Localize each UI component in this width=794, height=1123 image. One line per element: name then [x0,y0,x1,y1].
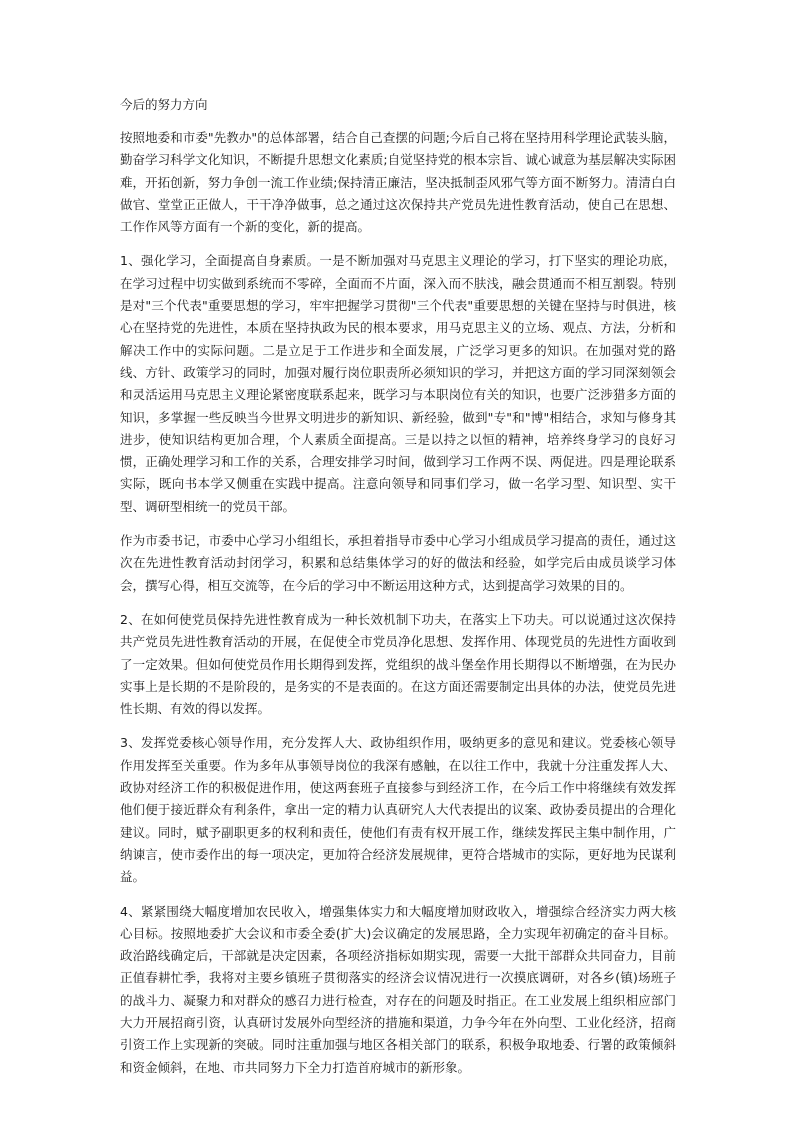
document-page [120,95,676,1091]
paragraph-intro: 按照地委和市委"先教办"的总体部署，结合自己查摆的问题;今后自己将在坚持用科学理论武装头脑，勤奋学习科学文化知识，不断提升思想文化素质;自觉坚持党的根本宗旨、诚心诚意为基层解决实际困难，开拓创新，努力争创一流工作业绩;保持清正廉洁，坚决抵制歪风邪气等方面不断努力。清清白白做官、堂堂正正做人，干干净净做事，总之通过这次保持共产党员先进性教育活动，使自己在思想、工作作风等方面有一个新的变化，新的提高。 [120,130,676,235]
paragraph-4-economy: 4、紧紧围绕大幅度增加农民收入，增强集体实力和大幅度增加财政收入，增强综合经济实力两大核心目标。按照地委扩大会议和市委全委(扩大)会议确定的发展思路，全力实现年初确定的奋斗目标。政治路线确定后，干部就是决定因素，各项经济指标如期实现，需要一大批干部群众共同奋力，目前正值春耕忙季，我将对主要乡镇班子贯彻落实的经济会议情况进行一次摸底调研，对各乡(镇)场班子的战斗力、凝聚力和对群众的感召力进行检查，对存在的问题及时指正。在工业发展上组织相应部门大力开展招商引资，认真研讨发展外向型经济的措施和渠道，力争今年在外向型、工业化经济，招商引资工作上实现新的突破。同时注重加强与地区各相关部门的联系，积极争取地委、行署的政策倾斜和资金倾斜，在地、市共同努力下全力打造首府城市的新形象。 [120,903,676,1075]
document-title: 今后的努力方向 [120,97,208,112]
paragraph-secretary-role: 作为市委书记，市委中心学习小组组长，承担着指导市委中心学习小组成员学习提高的责任，通过这次在先进性教育活动封闭学习，积累和总结集体学习的好的做法和经验，如学完后由成员谈学习体会，撰写心得，相互交流等，在今后的学习中不断运用这种方式，达到提高学习效果的目的。 [120,533,676,593]
paragraph-2-mechanism: 2、在如何使党员保持先进性教育成为一种长效机制下功夫，在落实上下功夫。可以说通过这次保持共产党员先进性教育活动的开展，在促使全市党员净化思想、发挥作用、体现党员的先进性方面收到了一定效果。但如何使党员作用长期得到发挥，党组织的战斗堡垒作用长期得以不断增强，在为民办实事上是长期的不是阶段的，是务实的不是表面的。在这方面还需要制定出具体的办法，使党员先进性长期、有效的得以发挥。 [120,611,676,717]
paragraph-1-study: 1、强化学习，全面提高自身素质。一是不断加强对马克思主义理论的学习，打下坚实的理论功底，在学习过程中切实做到系统而不零碎，全面而不片面，深入而不肤浅，融会贯通而不相互割裂。特别是对"三个代表"重要思想的学习，牢牢把握学习贯彻"三个代表"重要思想的关键在坚持与时俱进，核心在坚持党的先进性，本质在坚持执政为民的根本要求，用马克思主义的立场、观点、方法，分析和解决工作中的实际问题。二是立足于工作进步和全面发展，广泛学习更多的知识。在加强对党的路线、方针、政策学习的同时，加强对履行岗位职责所必须知识的学习，并把这方面的学习同深刻领会和灵活运用马克思主义理论紧密度联系起来，既学习与本职岗位有关的知识，也要广泛涉猎多方面的知识，多掌握一些反映当今世界文明进步的新知识、新经验，做到"专"和"博"相结合，求知与修身其进步，使知识结构更加合理，个人素质全面提高。三是以持之以恒的精神，培养终身学习的良好习惯，正确处理学习和工作的关系，合理安排学习时间，做到学习工作两不误、两促进。四是理论联系实际，既向书本学又侧重在实践中提高。注意向领导和同事们学习，做一名学习型、知识型、实干型、调研型相统一的党员干部。 [120,253,676,514]
paragraph-3-leadership: 3、发挥党委核心领导作用，充分发挥人大、政协组织作用，吸纳更多的意见和建议。党委核心领导作用发挥至关重要。作为多年从事领导岗位的我深有感触，在以往工作中，我就十分注重发挥人大、政协对经济工作的积极促进作用，使这两套班子直接参与到经济工作，在今后工作中将继续有效发挥他们便于接近群众有利条件，拿出一定的精力认真研究人大代表提出的议案、政协委员提出的合理化建议。同时，赋予副职更多的权利和责任，使他们有责有权开展工作，继续发挥民主集中制作用，广纳谏言，使市委作出的每一项决定，更加符合经济发展规律，更符合塔城市的实际，更好地为民谋利益。 [120,735,676,885]
